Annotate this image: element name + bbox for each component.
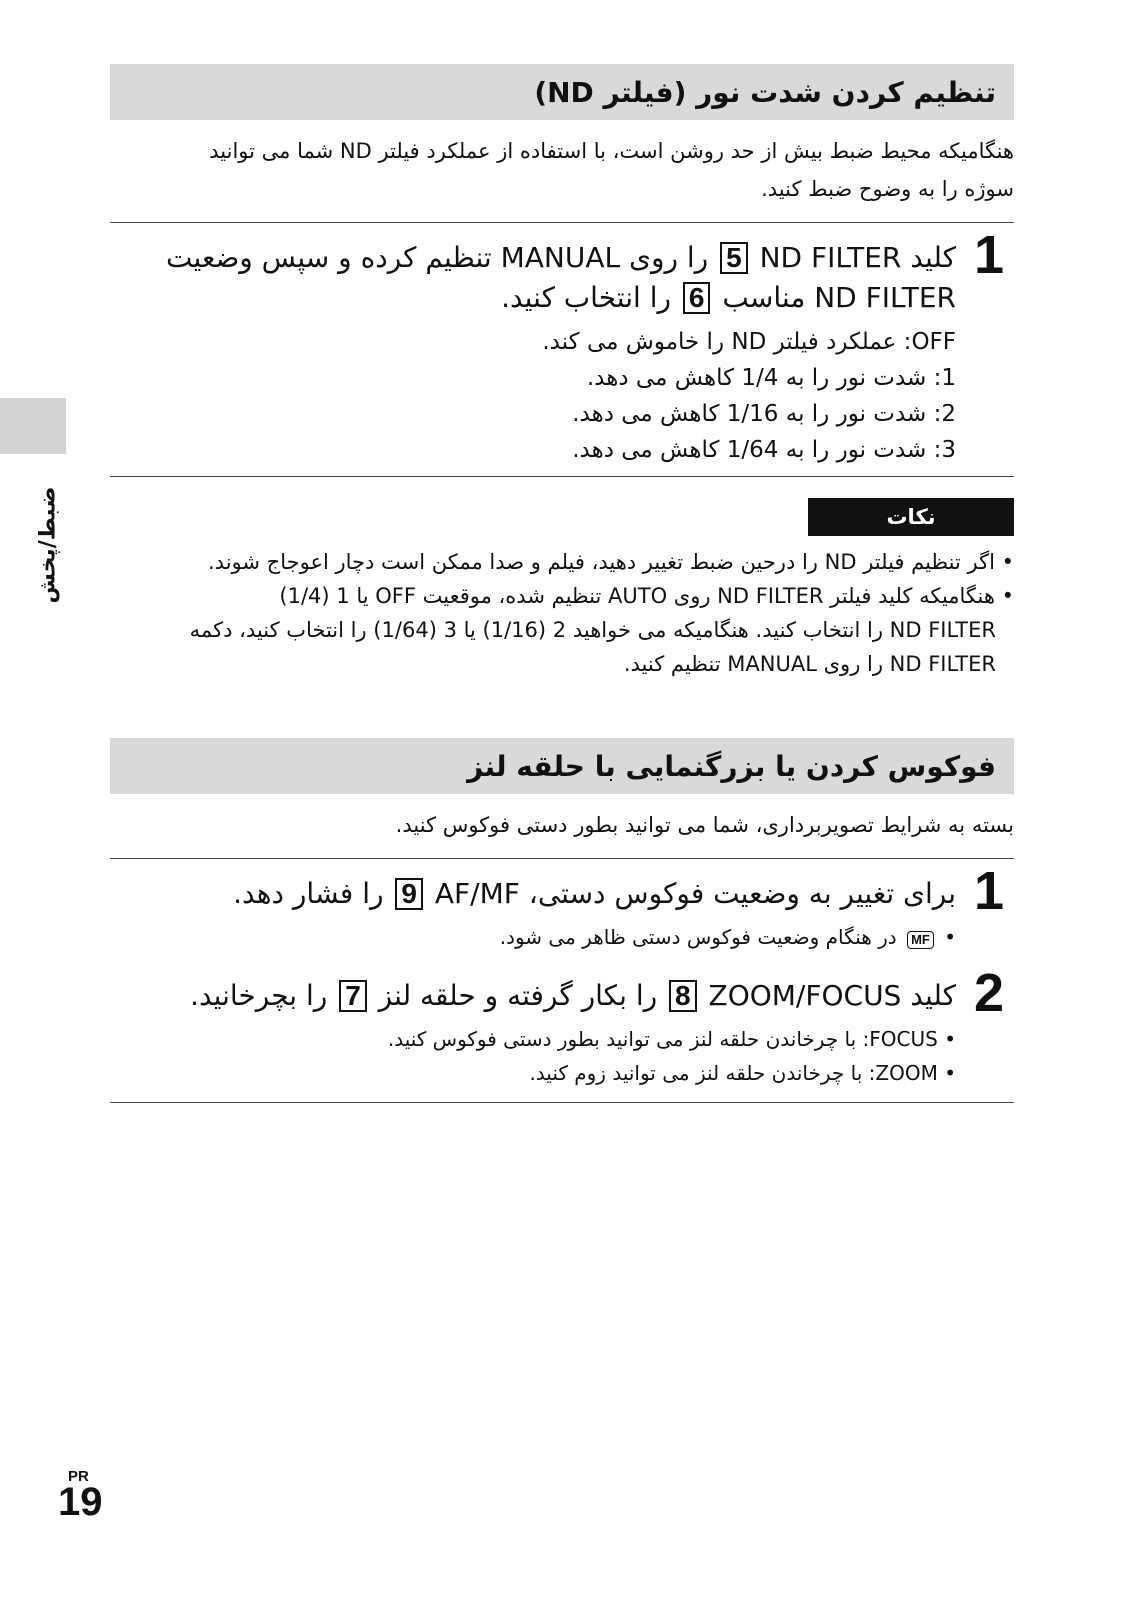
nd-option: 2: شدت نور را به 1/16 کاهش می دهد. [572, 401, 956, 427]
step-instruction: کلید ND FILTER 5 را روی MANUAL تنظیم کرده و سپس وضعیت ND FILTER مناسب 6 را انتخاب کنید. [166, 241, 956, 314]
key-callout-8: 8 [669, 980, 697, 1012]
note-item: • اگر تنظیم فیلتر ND را درحین ضبط تغییر دهید، فیلم و صدا ممکن است دچار اعوجاج شوند. [208, 550, 1014, 574]
side-tab-label: ضبط/پخش [35, 486, 61, 604]
key-callout-7: 7 [339, 980, 367, 1012]
page-language: PR [68, 1468, 89, 1485]
side-tab-marker [0, 398, 66, 454]
section1-intro: هنگامیکه محیط ضبط بیش از حد روشن است، با استفاده از عملکرد فیلتر ND شما می توانید سوژه را به وضوح ضبط کنید. [209, 139, 1014, 201]
note-item: • هنگامیکه کلید فیلتر ND FILTER روی AUTO تنظیم شده، موقعیت OFF یا 1 (1/4) [279, 584, 1014, 608]
step-bullets [300, 1022, 956, 1090]
step-bullet: • MF در هنگام وضعیت فوکوس دستی ظاهر می شود. [499, 925, 956, 949]
step-number: 1 [973, 225, 1005, 285]
nd-option: 1: شدت نور را به 1/4 کاهش می دهد. [586, 365, 956, 391]
page-number: 19 [58, 1480, 103, 1524]
note-item-continued: ND FILTER را روی MANUAL تنظیم کنید. [623, 652, 996, 676]
nd-option: OFF: عملکرد فیلتر ND را خاموش می کند. [542, 329, 956, 355]
manual-focus-icon: MF [907, 931, 934, 949]
divider [110, 476, 1014, 477]
section2-intro: بسته به شرایط تصویربرداری، شما می توانید بطور دستی فوکوس کنید. [395, 813, 1014, 837]
nd-options-list [300, 324, 956, 468]
step-instruction: کلید ZOOM/FOCUS 8 را بکار گرفته و حلقه لنز 7 را بچرخانید. [190, 979, 956, 1012]
step-bullet: • FOCUS: با چرخاندن حلقه لنز می توانید بطور دستی فوکوس کنید. [387, 1027, 956, 1051]
divider [110, 222, 1014, 223]
key-callout-9: 9 [395, 878, 423, 910]
nd-option: 3: شدت نور را به 1/64 کاهش می دهد. [572, 437, 956, 463]
note-item-continued: ND FILTER را انتخاب کنید. هنگامیکه می خواهید 2 (1/16) یا 3 (1/64) را انتخاب کنید، دکمه [189, 618, 996, 642]
step-instruction: برای تغییر به وضعیت فوکوس دستی، AF/MF 9 را فشار دهد. [233, 877, 956, 910]
divider [110, 858, 1014, 859]
section-title-nd-filter: تنظیم کردن شدت نور (فیلتر ND) [110, 64, 1014, 120]
step-bullet: • ZOOM: با چرخاندن حلقه لنز می توانید زوم کنید. [529, 1061, 956, 1085]
step-number: 2 [973, 963, 1005, 1023]
notes-heading: نکات [808, 498, 1014, 536]
key-callout-5: 5 [720, 242, 748, 274]
section-title-focus-zoom: فوکوس کردن یا بزرگنمایی با حلقه لنز [110, 738, 1014, 794]
step-number: 1 [973, 861, 1005, 921]
key-callout-6: 6 [683, 282, 711, 314]
divider [110, 1102, 1014, 1103]
